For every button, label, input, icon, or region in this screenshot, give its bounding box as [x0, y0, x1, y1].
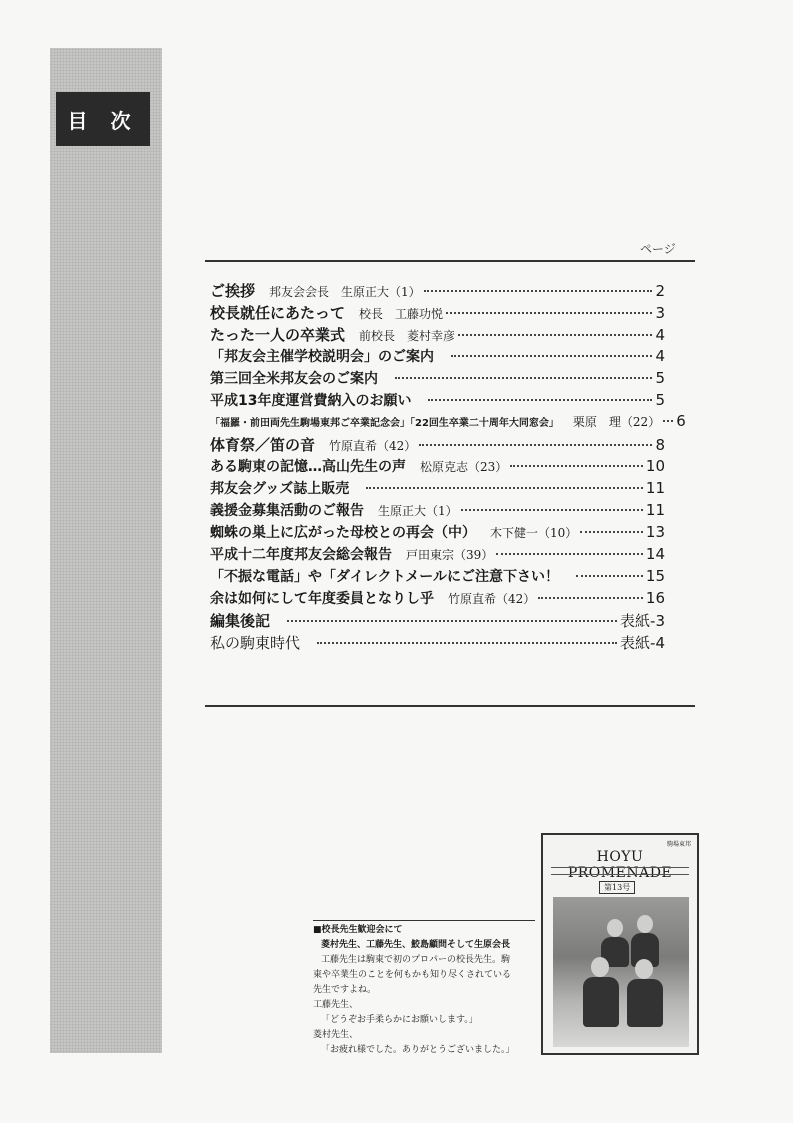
- toc-page: 5: [655, 391, 665, 409]
- person-head: [635, 959, 653, 979]
- toc-page: 14: [645, 545, 665, 563]
- toc-entry[interactable]: [210, 324, 665, 346]
- toc-entry[interactable]: [210, 632, 665, 654]
- toc-leader: [461, 509, 643, 511]
- toc-title: 第三回全米邦友会のご案内: [210, 371, 378, 387]
- toc-page: 5: [655, 369, 665, 387]
- toc-leader: [538, 597, 643, 599]
- toc-leader: [580, 531, 643, 533]
- toc-page: 11: [645, 479, 665, 497]
- toc-title: 平成十二年度邦友会総会報告: [210, 547, 392, 563]
- magazine-cover-image: [541, 833, 699, 1055]
- toc-title: 蜘蛛の巣上に広がった母校との再会（中）: [210, 525, 476, 541]
- caption-heading: ■校長先生歓迎会にて: [313, 925, 403, 935]
- cover-subtitle-band: [551, 867, 689, 875]
- toc-title: 「福羅・前田両先生駒場東邦ご卒業記念会」「22回生卒業二十周年大同窓会」: [210, 418, 559, 429]
- toc-leader: [424, 290, 653, 292]
- toc-leader: [576, 575, 643, 577]
- toc-author: 校長 工藤功悦: [359, 307, 444, 321]
- person-head: [637, 915, 653, 933]
- toc-title: たった一人の卒業式: [210, 326, 346, 344]
- person-head: [607, 919, 623, 937]
- toc-page: 4: [655, 326, 665, 344]
- toc-entry[interactable]: [210, 522, 665, 544]
- decorative-side-band: [50, 48, 162, 1053]
- caption-line: 先生ですよね。: [313, 985, 377, 995]
- toc-author: 松原克志（23）: [420, 460, 508, 474]
- toc-entry[interactable]: [210, 500, 665, 522]
- toc-title: 邦友会グッズ誌上販売: [210, 481, 350, 497]
- toc-title: 余は如何にして年度委員となりし乎: [210, 591, 434, 607]
- toc-page: 4: [655, 347, 665, 365]
- toc-author: 邦友会会長 生原正大（1）: [269, 285, 421, 299]
- toc-page: 13: [645, 523, 665, 541]
- cover-group-photo: [553, 897, 689, 1047]
- toc-author: 木下健一（10）: [490, 526, 578, 540]
- toc-entry[interactable]: [210, 588, 665, 610]
- toc-title: 私の駒東時代: [210, 634, 301, 652]
- toc-entry[interactable]: [210, 456, 665, 478]
- caption-line: 「お疲れ様でした。ありがとうございました。」: [321, 1045, 515, 1055]
- toc-entry[interactable]: [210, 368, 665, 390]
- cover-tag: 駒場東邦: [666, 841, 691, 848]
- toc-leader: [419, 444, 652, 446]
- toc-author: 前校長 菱村幸彦: [359, 329, 456, 343]
- toc-page: 表紙-3: [620, 612, 665, 630]
- toc-page: 11: [645, 501, 665, 519]
- toc-author: 竹原直希（42）: [448, 592, 536, 606]
- toc-page: 6: [676, 412, 686, 430]
- toc-page: 15: [645, 567, 665, 585]
- toc-title: 「邦友会主催学校説明会」のご案内: [210, 349, 434, 365]
- toc-entry[interactable]: [210, 280, 665, 302]
- toc-title: 校長就任にあたって: [210, 304, 346, 322]
- toc-title: 義援金募集活動のご報告: [210, 503, 364, 519]
- photo-caption: [313, 920, 535, 1058]
- toc-title: 平成13年度運営費納入のお願い: [210, 393, 412, 409]
- cover-masthead: HOYU PROMENADE: [567, 849, 673, 881]
- caption-line: 「どうぞお手柔らかにお願いします。」: [321, 1015, 478, 1025]
- caption-rule: [313, 920, 535, 921]
- toc-entry[interactable]: [210, 566, 665, 588]
- caption-line: 菱村先生、: [313, 1030, 359, 1040]
- person-figure: [627, 979, 663, 1027]
- caption-line: 東や卒業生のことを何もかも知り尽くされている: [313, 970, 512, 980]
- toc-page: 10: [645, 457, 665, 475]
- toc-author: 生原正大（1）: [378, 504, 458, 518]
- table-of-contents: [210, 280, 686, 654]
- toc-author: 竹原直希（42）: [329, 439, 417, 453]
- toc-entry[interactable]: [210, 412, 686, 434]
- toc-entry[interactable]: [210, 544, 665, 566]
- toc-leader: [663, 420, 673, 422]
- toc-page: 3: [655, 304, 665, 322]
- toc-entry[interactable]: [210, 346, 665, 368]
- person-head: [591, 957, 609, 977]
- toc-page: 16: [645, 589, 665, 607]
- toc-leader: [317, 642, 617, 644]
- toc-title: ある駒東の記憶…高山先生の声: [210, 459, 406, 475]
- toc-entry[interactable]: [210, 610, 665, 632]
- cover-issue-number: 第13号: [599, 881, 635, 894]
- caption-line: 工藤先生、: [313, 1000, 359, 1010]
- toc-leader: [451, 355, 652, 357]
- bottom-rule: [205, 705, 695, 707]
- toc-title: 体育祭／笛の音: [210, 436, 316, 454]
- toc-entry[interactable]: [210, 478, 665, 500]
- toc-entry[interactable]: [210, 434, 665, 456]
- person-figure: [583, 977, 619, 1027]
- toc-leader: [496, 553, 643, 555]
- toc-title: 編集後記: [210, 612, 271, 630]
- toc-leader: [366, 487, 643, 489]
- toc-leader: [287, 620, 617, 622]
- top-rule: [205, 260, 695, 262]
- toc-author: 栗原 理（22）: [572, 415, 661, 429]
- toc-leader: [395, 377, 652, 379]
- toc-page: 8: [655, 436, 665, 454]
- caption-names: 菱村先生、工藤先生、鮫島顧問そして生原会長: [321, 940, 511, 950]
- toc-title: 「不振な電話」や「ダイレクトメールにご注意下さい！: [210, 569, 560, 585]
- toc-entry[interactable]: [210, 390, 665, 412]
- page-column-label: ページ: [640, 242, 676, 256]
- toc-page: 表紙-4: [620, 634, 665, 652]
- toc-author: 戸田東宗（39）: [406, 548, 494, 562]
- toc-page: 2: [655, 282, 665, 300]
- caption-line: 工藤先生は駒東で初のプロパーの校長先生。駒: [321, 955, 511, 965]
- toc-heading: 目 次: [56, 92, 150, 146]
- toc-leader: [428, 399, 652, 401]
- toc-leader: [446, 312, 652, 314]
- toc-entry[interactable]: [210, 302, 665, 324]
- toc-leader: [458, 334, 652, 336]
- toc-leader: [510, 465, 643, 467]
- toc-title: ご挨拶: [210, 282, 256, 300]
